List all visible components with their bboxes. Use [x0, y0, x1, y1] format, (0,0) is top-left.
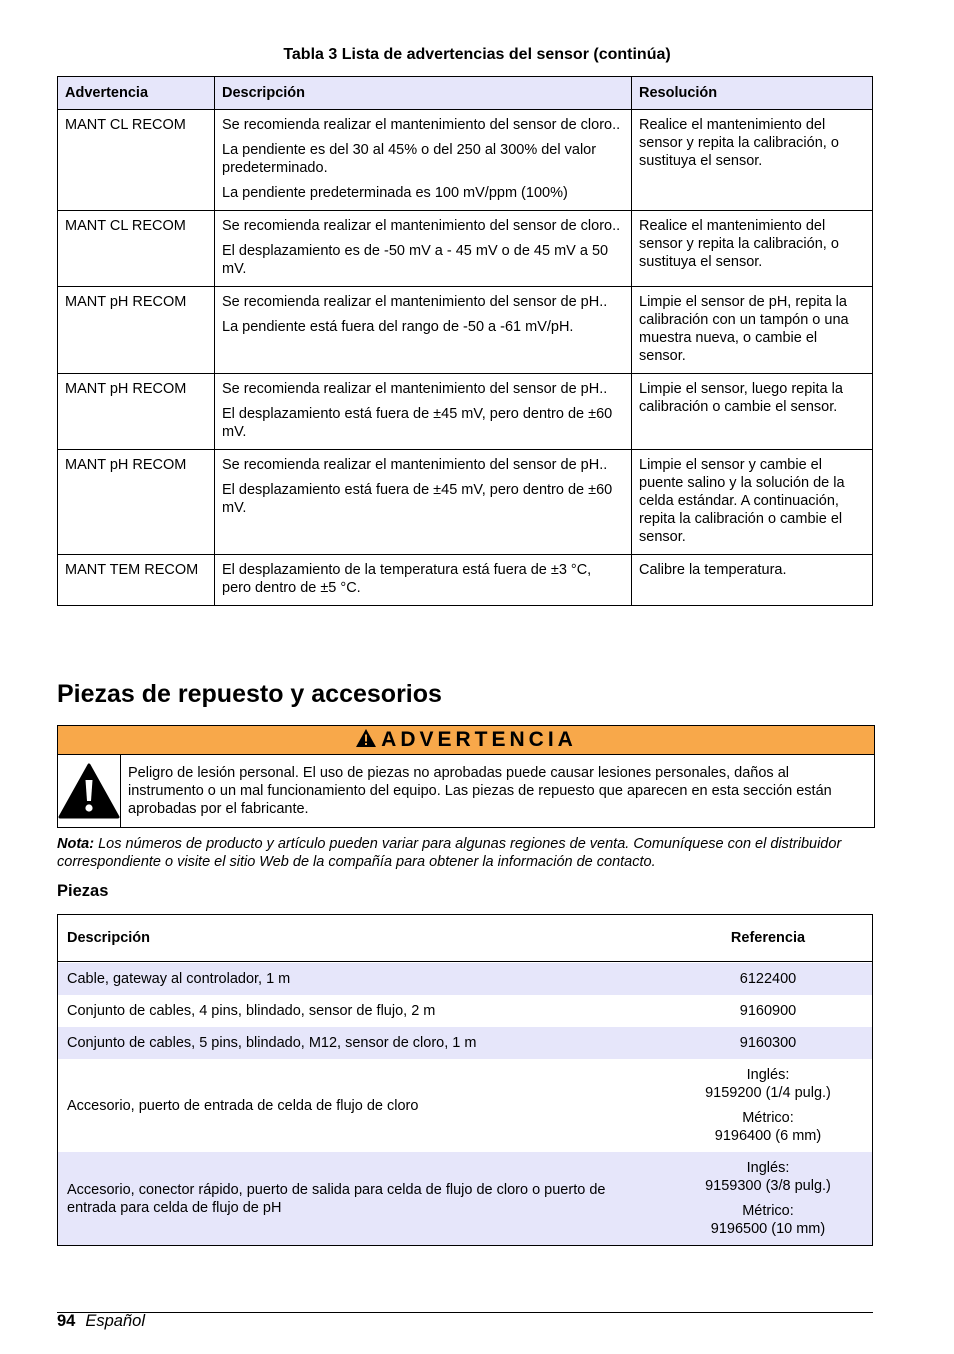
- description-line: La pendiente predeterminada es 100 mV/ppm (100%): [222, 185, 568, 201]
- table-header-row: [58, 77, 873, 110]
- column-header-reference: Referencia: [730, 930, 806, 946]
- description-line: La pendiente es del 30 al 45% o del 250 al 300% del valor predeterminado.: [222, 142, 597, 176]
- description-cell: [215, 287, 632, 374]
- section-title: Piezas de repuesto y accesorios: [57, 680, 442, 708]
- note-label: Nota:: [57, 836, 95, 852]
- part-description: Accesorio, puerto de entrada de celda de flujo de cloro: [67, 1097, 419, 1114]
- description-line: Se recomienda realizar el mantenimiento del sensor de pH..: [222, 457, 608, 473]
- reference-line: Inglés: 9159300 (3/8 pulg.): [705, 1160, 831, 1194]
- reference-line: Métrico: 9196500 (10 mm): [710, 1203, 826, 1237]
- note: [57, 835, 877, 871]
- note-text: Los números de producto y artículo pueden variar para algunas regiones de venta. Comuníquese con el distribuidor correspondiente o visite el sitio Web de la compañía para obtener la información de contacto.: [57, 836, 842, 870]
- resolution-cell: Limpie el sensor y cambie el puente salino y la solución de la celda estándar. A continuación, repita la calibración o cambie el sensor.: [632, 450, 873, 555]
- footer-divider: [57, 1312, 873, 1313]
- warning-title: ADVERTENCIA: [381, 728, 577, 751]
- description-line: Se recomienda realizar el mantenimiento del sensor de cloro..: [222, 218, 621, 234]
- part-description: Accesorio, conector rápido, puerto de salida para celda de flujo de cloro o puerto de entrada para celda de flujo de pH: [58, 1152, 665, 1246]
- warning-cell: MANT CL RECOM: [58, 110, 215, 211]
- resolution-cell: Limpie el sensor, luego repita la calibración o cambie el sensor.: [632, 374, 873, 450]
- description-cell: [215, 211, 632, 287]
- description-cell: [215, 374, 632, 450]
- table-row: [58, 995, 873, 1027]
- description-line: Se recomienda realizar el mantenimiento del sensor de pH..: [222, 381, 608, 397]
- table-row: [58, 1059, 873, 1152]
- reference-line: Métrico: 9196400 (6 mm): [714, 1110, 822, 1144]
- warning-triangle-icon: [355, 728, 377, 748]
- description-line: Se recomienda realizar el mantenimiento del sensor de cloro..: [222, 117, 621, 133]
- reference-line: Inglés: 9159200 (1/4 pulg.): [705, 1067, 831, 1101]
- table-row: [58, 555, 873, 606]
- parts-heading: Piezas: [57, 882, 109, 900]
- page-number: 94: [57, 1312, 76, 1330]
- part-description: Cable, gateway al controlador, 1 m: [58, 963, 665, 995]
- warning-cell: MANT pH RECOM: [58, 374, 215, 450]
- parts-table: [57, 914, 873, 1246]
- warning-cell: MANT pH RECOM: [58, 287, 215, 374]
- description-cell: [215, 555, 632, 606]
- part-reference: 9160300: [664, 1027, 873, 1059]
- description-line: La pendiente está fuera del rango de -50 a -61 mV/pH.: [222, 319, 574, 335]
- warning-header: [58, 726, 874, 755]
- footer-language: Español: [85, 1312, 145, 1330]
- part-reference: 9160900: [739, 1003, 797, 1019]
- sensor-warnings-table: [57, 76, 873, 606]
- table-row: [58, 211, 873, 287]
- description-line: El desplazamiento de la temperatura está fuera de ±3 °C, pero dentro de ±5 °C.: [222, 562, 592, 596]
- description-cell: [215, 110, 632, 211]
- table-row: [58, 1027, 873, 1059]
- resolution-cell: Realice el mantenimiento del sensor y repita la calibración, o sustituya el sensor.: [632, 211, 873, 287]
- table-row: [58, 374, 873, 450]
- part-description: Conjunto de cables, 5 pins, blindado, M12, sensor de cloro, 1 m: [58, 1027, 665, 1059]
- description-line: El desplazamiento está fuera de ±45 mV, pero dentro de ±60 mV.: [222, 482, 613, 516]
- column-header-description: Descripción: [67, 930, 150, 946]
- table-caption: Tabla 3 Lista de advertencias del sensor (continúa): [283, 46, 671, 63]
- warning-cell: MANT CL RECOM: [58, 211, 215, 287]
- description-line: El desplazamiento es de -50 mV a - 45 mV o de 45 mV a 50 mV.: [222, 243, 609, 277]
- resolution-cell: Limpie el sensor de pH, repita la calibración con un tampón o una muestra nueva, o cambie el sensor.: [632, 287, 873, 374]
- part-description: Conjunto de cables, 4 pins, blindado, sensor de flujo, 2 m: [67, 1003, 436, 1019]
- table-row: [58, 110, 873, 211]
- description-line: El desplazamiento está fuera de ±45 mV, pero dentro de ±60 mV.: [222, 406, 613, 440]
- warning-cell: MANT TEM RECOM: [58, 555, 215, 606]
- part-reference: [664, 1059, 873, 1152]
- warning-icon-cell: [58, 755, 121, 827]
- column-header-description: Descripción: [215, 77, 632, 110]
- table-header-row: [58, 915, 873, 962]
- warning-body: [58, 755, 874, 827]
- warning-triangle-icon: [58, 763, 120, 819]
- description-line: Se recomienda realizar el mantenimiento del sensor de pH..: [222, 294, 608, 310]
- table-row: [58, 287, 873, 374]
- warning-box: [57, 725, 875, 828]
- column-header-resolution: Resolución: [632, 77, 873, 110]
- table-row: [58, 1152, 873, 1246]
- table-row: [58, 963, 873, 995]
- resolution-cell: Calibre la temperatura.: [632, 555, 873, 606]
- description-cell: [215, 450, 632, 555]
- warning-text: Peligro de lesión personal. El uso de piezas no aprobadas puede causar lesiones personales, daños al instrumento o un mal funcionamiento del equipo. Las piezas de repuesto que aparecen en esta sección están aprobadas por el fabricante.: [128, 765, 832, 817]
- page-footer: [57, 1312, 145, 1331]
- part-reference: [664, 1152, 873, 1246]
- table-row: [58, 450, 873, 555]
- part-reference: 6122400: [664, 963, 873, 995]
- column-header-warning: Advertencia: [58, 77, 215, 110]
- warning-cell: MANT pH RECOM: [58, 450, 215, 555]
- resolution-cell: Realice el mantenimiento del sensor y repita la calibración, o sustituya el sensor.: [632, 110, 873, 211]
